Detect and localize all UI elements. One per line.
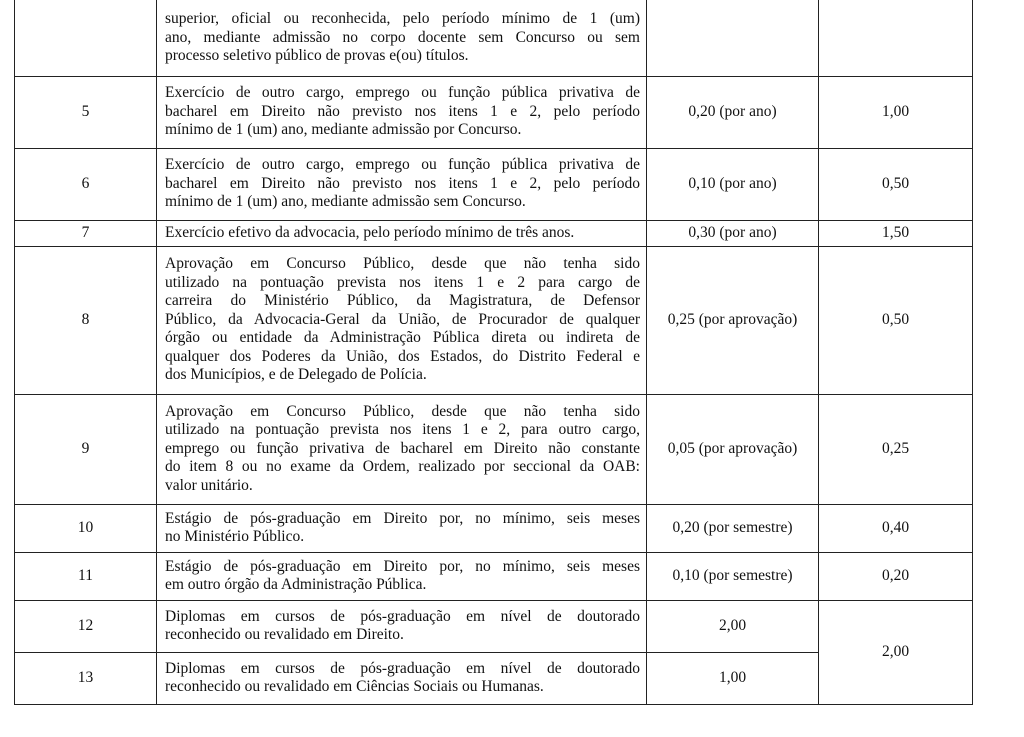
description-line: Estágio de pós-graduação em Direito por, no mínimo, seis meses bbox=[165, 509, 640, 527]
table-row bbox=[15, 600, 973, 652]
description-line: Aprovação em Concurso Público, desde que não tenha sido bbox=[165, 255, 640, 273]
value-cell: 0,20 (por ano) bbox=[647, 76, 819, 148]
max-cell: 2,00 bbox=[819, 600, 973, 704]
value-cell: 2,00 bbox=[647, 600, 819, 652]
description-cell bbox=[157, 148, 647, 220]
value-cell: 1,00 bbox=[647, 652, 819, 704]
max-cell bbox=[819, 0, 973, 76]
description-line: Exercício efetivo da advocacia, pelo período mínimo de três anos. bbox=[165, 223, 575, 241]
description-line: Aprovação em Concurso Público, desde que não tenha sido bbox=[165, 402, 640, 420]
description-line: reconhecido ou revalidado em Ciências Sociais ou Humanas. bbox=[165, 678, 544, 695]
value-cell: 0,30 (por ano) bbox=[647, 220, 819, 246]
description-line: emprego ou função privativa de bacharel em Direito não constante bbox=[165, 439, 640, 457]
description-line: processo seletivo público de provas e(ou) títulos. bbox=[165, 47, 469, 64]
max-cell: 0,20 bbox=[819, 552, 973, 600]
value-cell: 0,10 (por ano) bbox=[647, 148, 819, 220]
max-cell: 0,50 bbox=[819, 148, 973, 220]
description-line: mínimo de 1 (um) ano, mediante admissão por Concurso. bbox=[165, 121, 522, 139]
table-row bbox=[15, 246, 973, 394]
description-cell bbox=[157, 652, 647, 704]
value-cell: 0,20 (por semestre) bbox=[647, 504, 819, 552]
max-cell: 0,40 bbox=[819, 504, 973, 552]
item-number-cell: 8 bbox=[15, 246, 157, 394]
description-line: bacharel em Direito não previsto nos itens 1 e 2, pelo período bbox=[165, 174, 640, 192]
description-line: superior, oficial ou reconhecida, pelo período mínimo de 1 (um) bbox=[165, 10, 640, 27]
max-cell: 0,25 bbox=[819, 394, 973, 504]
description-line: utilizado na pontuação prevista nos itens 1 e 2, para outro cargo, bbox=[165, 421, 640, 439]
description-line: qualquer dos Poderes da União, dos Estados, do Distrito Federal e bbox=[165, 347, 640, 365]
description-line: dos Municípios, e de Delegado de Polícia. bbox=[165, 366, 427, 384]
description-line: ano, mediante admissão no corpo docente sem Concurso ou sem bbox=[165, 28, 640, 46]
value-cell: 0,10 (por semestre) bbox=[647, 552, 819, 600]
description-line: em outro órgão da Administração Pública. bbox=[165, 576, 427, 593]
table-row bbox=[15, 552, 973, 600]
description-line: utilizado na pontuação prevista nos itens 1 e 2 para cargo de bbox=[165, 273, 640, 291]
description-cell bbox=[157, 394, 647, 504]
value-cell: 0,25 (por aprovação) bbox=[647, 246, 819, 394]
description-line: Estágio de pós-graduação em Direito por, no mínimo, seis meses bbox=[165, 557, 640, 575]
description-line: Exercício de outro cargo, emprego ou função pública privativa de bbox=[165, 156, 640, 174]
table-row bbox=[15, 220, 973, 246]
description-line: Diplomas em cursos de pós-graduação em nível de doutorado bbox=[165, 607, 640, 625]
value-cell: 0,05 (por aprovação) bbox=[647, 394, 819, 504]
description-line: reconhecido ou revalidado em Direito. bbox=[165, 626, 404, 643]
description-line: carreira do Ministério Público, da Magistratura, de Defensor bbox=[165, 292, 640, 310]
description-cell bbox=[157, 246, 647, 394]
description-line: no Ministério Público. bbox=[165, 528, 305, 545]
item-number-cell: 13 bbox=[15, 652, 157, 704]
max-cell: 0,50 bbox=[819, 246, 973, 394]
max-cell: 1,00 bbox=[819, 76, 973, 148]
item-number-cell: 5 bbox=[15, 76, 157, 148]
description-line: do item 8 ou no exame da Ordem, realizado por seccional da OAB: bbox=[165, 458, 640, 476]
item-number-cell: 6 bbox=[15, 148, 157, 220]
description-line: Exercício de outro cargo, emprego ou função pública privativa de bbox=[165, 84, 640, 102]
table-row bbox=[15, 504, 973, 552]
item-number-cell: 12 bbox=[15, 600, 157, 652]
table-row bbox=[15, 394, 973, 504]
description-line: órgão ou entidade da Administração Pública direta ou indireta de bbox=[165, 329, 640, 347]
description-line: valor unitário. bbox=[165, 476, 253, 494]
description-cell bbox=[157, 220, 647, 246]
table-row bbox=[15, 76, 973, 148]
description-cell bbox=[157, 552, 647, 600]
value-cell bbox=[647, 0, 819, 76]
description-line: Público, da Advocacia-Geral da União, de Procurador de qualquer bbox=[165, 310, 640, 328]
item-number-cell: 10 bbox=[15, 504, 157, 552]
description-line: Diplomas em cursos de pós-graduação em nível de doutorado bbox=[165, 659, 640, 677]
item-number-cell: 7 bbox=[15, 220, 157, 246]
scoring-table bbox=[14, 0, 973, 705]
description-cell bbox=[157, 0, 647, 76]
description-line: bacharel em Direito não previsto nos itens 1 e 2, pelo período bbox=[165, 102, 640, 120]
table-row bbox=[15, 0, 973, 76]
item-number-cell: 11 bbox=[15, 552, 157, 600]
item-number-cell: 9 bbox=[15, 394, 157, 504]
description-cell bbox=[157, 76, 647, 148]
max-cell: 1,50 bbox=[819, 220, 973, 246]
table-row bbox=[15, 148, 973, 220]
description-line: mínimo de 1 (um) ano, mediante admissão sem Concurso. bbox=[165, 193, 526, 211]
item-number-cell bbox=[15, 0, 157, 76]
description-cell bbox=[157, 504, 647, 552]
description-cell bbox=[157, 600, 647, 652]
